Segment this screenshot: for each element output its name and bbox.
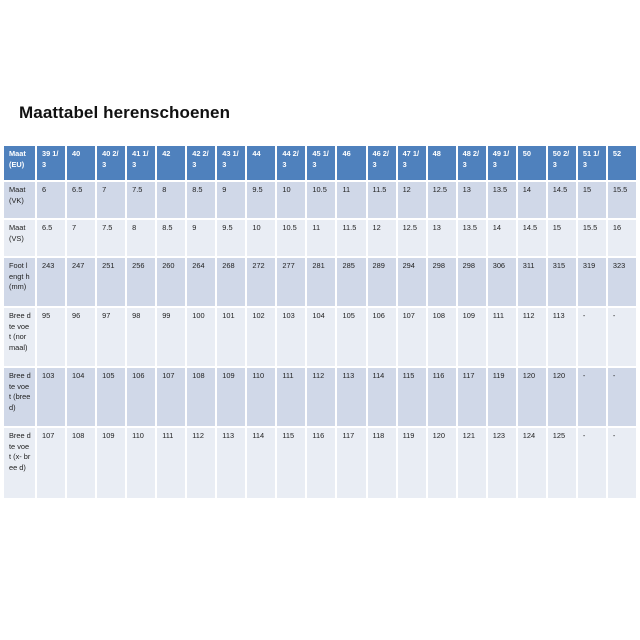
table-cell: 7 xyxy=(67,220,95,256)
table-cell: 118 xyxy=(368,428,396,498)
table-cell: 108 xyxy=(187,368,215,426)
table-cell: 10 xyxy=(277,182,305,218)
header-size-cell: 49 1/3 xyxy=(488,146,516,180)
table-cell: 12 xyxy=(368,220,396,256)
table-cell: 243 xyxy=(37,258,65,306)
table-cell: 306 xyxy=(488,258,516,306)
table-cell: 8 xyxy=(127,220,155,256)
table-cell: 116 xyxy=(307,428,335,498)
table-cell: 117 xyxy=(458,368,486,426)
table-cell: 10.5 xyxy=(307,182,335,218)
table-cell: 105 xyxy=(97,368,125,426)
table-cell: 100 xyxy=(187,308,215,366)
table-cell: 113 xyxy=(337,368,365,426)
table-cell: 119 xyxy=(398,428,426,498)
table-cell: 109 xyxy=(458,308,486,366)
table-cell: 11.5 xyxy=(368,182,396,218)
table-cell: 114 xyxy=(247,428,275,498)
table-row xyxy=(4,428,636,498)
table-cell: 109 xyxy=(217,368,245,426)
table-cell: 113 xyxy=(548,308,576,366)
table-cell: 13 xyxy=(458,182,486,218)
table-cell: 260 xyxy=(157,258,185,306)
size-chart-table xyxy=(2,144,638,500)
table-cell: 11 xyxy=(307,220,335,256)
table-cell: 106 xyxy=(368,308,396,366)
table-cell: 277 xyxy=(277,258,305,306)
table-cell: 264 xyxy=(187,258,215,306)
table-row xyxy=(4,368,636,426)
table-cell: 12 xyxy=(398,182,426,218)
table-cell: 95 xyxy=(37,308,65,366)
table-cell: - xyxy=(578,368,606,426)
table-cell: 121 xyxy=(458,428,486,498)
table-cell: 105 xyxy=(337,308,365,366)
header-size-cell: 50 2/3 xyxy=(548,146,576,180)
table-cell: - xyxy=(608,368,636,426)
table-cell: 97 xyxy=(97,308,125,366)
table-cell: 15.5 xyxy=(608,182,636,218)
header-size-cell: 43 1/3 xyxy=(217,146,245,180)
table-cell: - xyxy=(608,428,636,498)
table-cell: 8.5 xyxy=(157,220,185,256)
table-cell: 256 xyxy=(127,258,155,306)
table-cell: - xyxy=(608,308,636,366)
table-cell: 111 xyxy=(277,368,305,426)
table-cell: 108 xyxy=(428,308,456,366)
table-cell: 8.5 xyxy=(187,182,215,218)
table-cell: 298 xyxy=(458,258,486,306)
table-cell: 123 xyxy=(488,428,516,498)
table-cell: 9 xyxy=(187,220,215,256)
table-cell: 103 xyxy=(277,308,305,366)
row-label: Foot lengt h (mm) xyxy=(4,258,35,306)
table-cell: 107 xyxy=(398,308,426,366)
header-size-cell: 41 1/3 xyxy=(127,146,155,180)
header-size-cell: 44 xyxy=(247,146,275,180)
table-cell: 114 xyxy=(368,368,396,426)
table-cell: 96 xyxy=(67,308,95,366)
header-size-cell: 46 xyxy=(337,146,365,180)
table-cell: 112 xyxy=(518,308,546,366)
table-cell: 111 xyxy=(157,428,185,498)
table-cell: 9 xyxy=(217,182,245,218)
table-cell: 107 xyxy=(37,428,65,498)
table-cell: 272 xyxy=(247,258,275,306)
table-cell: - xyxy=(578,308,606,366)
table-cell: 323 xyxy=(608,258,636,306)
row-label: Bree dte voet (bree d) xyxy=(4,368,35,426)
row-label: Maat (VS) xyxy=(4,220,35,256)
table-cell: 120 xyxy=(548,368,576,426)
table-cell: 12.5 xyxy=(398,220,426,256)
table-cell: 14 xyxy=(488,220,516,256)
table-cell: 124 xyxy=(518,428,546,498)
table-cell: 104 xyxy=(307,308,335,366)
header-size-cell: 52 xyxy=(608,146,636,180)
table-cell: 15 xyxy=(548,220,576,256)
header-size-cell: 42 2/3 xyxy=(187,146,215,180)
table-cell: 12.5 xyxy=(428,182,456,218)
table-cell: 108 xyxy=(67,428,95,498)
table-cell: 281 xyxy=(307,258,335,306)
table-cell: 11.5 xyxy=(337,220,365,256)
table-cell: 15 xyxy=(578,182,606,218)
header-size-cell: 47 1/3 xyxy=(398,146,426,180)
header-size-cell: 50 xyxy=(518,146,546,180)
table-row xyxy=(4,182,636,218)
table-cell: 107 xyxy=(157,368,185,426)
table-row xyxy=(4,308,636,366)
table-cell: 268 xyxy=(217,258,245,306)
table-cell: 102 xyxy=(247,308,275,366)
table-cell: 16 xyxy=(608,220,636,256)
header-size-cell: 51 1/3 xyxy=(578,146,606,180)
table-cell: 106 xyxy=(127,368,155,426)
table-cell: - xyxy=(578,428,606,498)
table-cell: 115 xyxy=(277,428,305,498)
header-size-cell: 48 2/3 xyxy=(458,146,486,180)
table-cell: 11 xyxy=(337,182,365,218)
table-cell: 7.5 xyxy=(97,220,125,256)
table-cell: 311 xyxy=(518,258,546,306)
table-cell: 247 xyxy=(67,258,95,306)
table-cell: 6.5 xyxy=(67,182,95,218)
table-cell: 13.5 xyxy=(458,220,486,256)
table-cell: 298 xyxy=(428,258,456,306)
table-cell: 289 xyxy=(368,258,396,306)
table-cell: 294 xyxy=(398,258,426,306)
table-cell: 110 xyxy=(127,428,155,498)
table-cell: 10 xyxy=(247,220,275,256)
table-cell: 285 xyxy=(337,258,365,306)
table-cell: 112 xyxy=(187,428,215,498)
table-cell: 9.5 xyxy=(217,220,245,256)
table-cell: 13.5 xyxy=(488,182,516,218)
page-title: Maattabel herenschoenen xyxy=(19,103,231,122)
table-cell: 116 xyxy=(428,368,456,426)
table-cell: 7.5 xyxy=(127,182,155,218)
table-cell: 115 xyxy=(398,368,426,426)
table-cell: 13 xyxy=(428,220,456,256)
table-cell: 8 xyxy=(157,182,185,218)
table-cell: 104 xyxy=(67,368,95,426)
table-cell: 15.5 xyxy=(578,220,606,256)
table-cell: 6.5 xyxy=(37,220,65,256)
header-size-cell: 48 xyxy=(428,146,456,180)
table-cell: 101 xyxy=(217,308,245,366)
table-cell: 112 xyxy=(307,368,335,426)
table-row xyxy=(4,258,636,306)
header-size-cell: 44 2/3 xyxy=(277,146,305,180)
row-label: Bree dte voet (nor maal) xyxy=(4,308,35,366)
row-label: Maat (VK) xyxy=(4,182,35,218)
header-size-cell: 40 2/3 xyxy=(97,146,125,180)
table-cell: 6 xyxy=(37,182,65,218)
table-cell: 14 xyxy=(518,182,546,218)
table-cell: 315 xyxy=(548,258,576,306)
table-cell: 125 xyxy=(548,428,576,498)
table-cell: 103 xyxy=(37,368,65,426)
table-cell: 9.5 xyxy=(247,182,275,218)
table-cell: 319 xyxy=(578,258,606,306)
table-cell: 119 xyxy=(488,368,516,426)
header-size-cell: 40 xyxy=(67,146,95,180)
table-cell: 251 xyxy=(97,258,125,306)
table-cell: 111 xyxy=(488,308,516,366)
table-cell: 14.5 xyxy=(548,182,576,218)
table-row xyxy=(4,220,636,256)
table-cell: 98 xyxy=(127,308,155,366)
header-row xyxy=(4,146,636,180)
header-size-cell: 45 1/3 xyxy=(307,146,335,180)
table-cell: 14.5 xyxy=(518,220,546,256)
table-cell: 109 xyxy=(97,428,125,498)
table-cell: 99 xyxy=(157,308,185,366)
header-label: Maat (EU) xyxy=(4,146,35,180)
table-cell: 110 xyxy=(247,368,275,426)
header-size-cell: 46 2/3 xyxy=(368,146,396,180)
table-cell: 113 xyxy=(217,428,245,498)
row-label: Bree dte voet (x- bree d) xyxy=(4,428,35,498)
header-size-cell: 42 xyxy=(157,146,185,180)
header-size-cell: 39 1/3 xyxy=(37,146,65,180)
table-cell: 120 xyxy=(518,368,546,426)
table-cell: 10.5 xyxy=(277,220,305,256)
table-cell: 117 xyxy=(337,428,365,498)
table-cell: 120 xyxy=(428,428,456,498)
table-cell: 7 xyxy=(97,182,125,218)
